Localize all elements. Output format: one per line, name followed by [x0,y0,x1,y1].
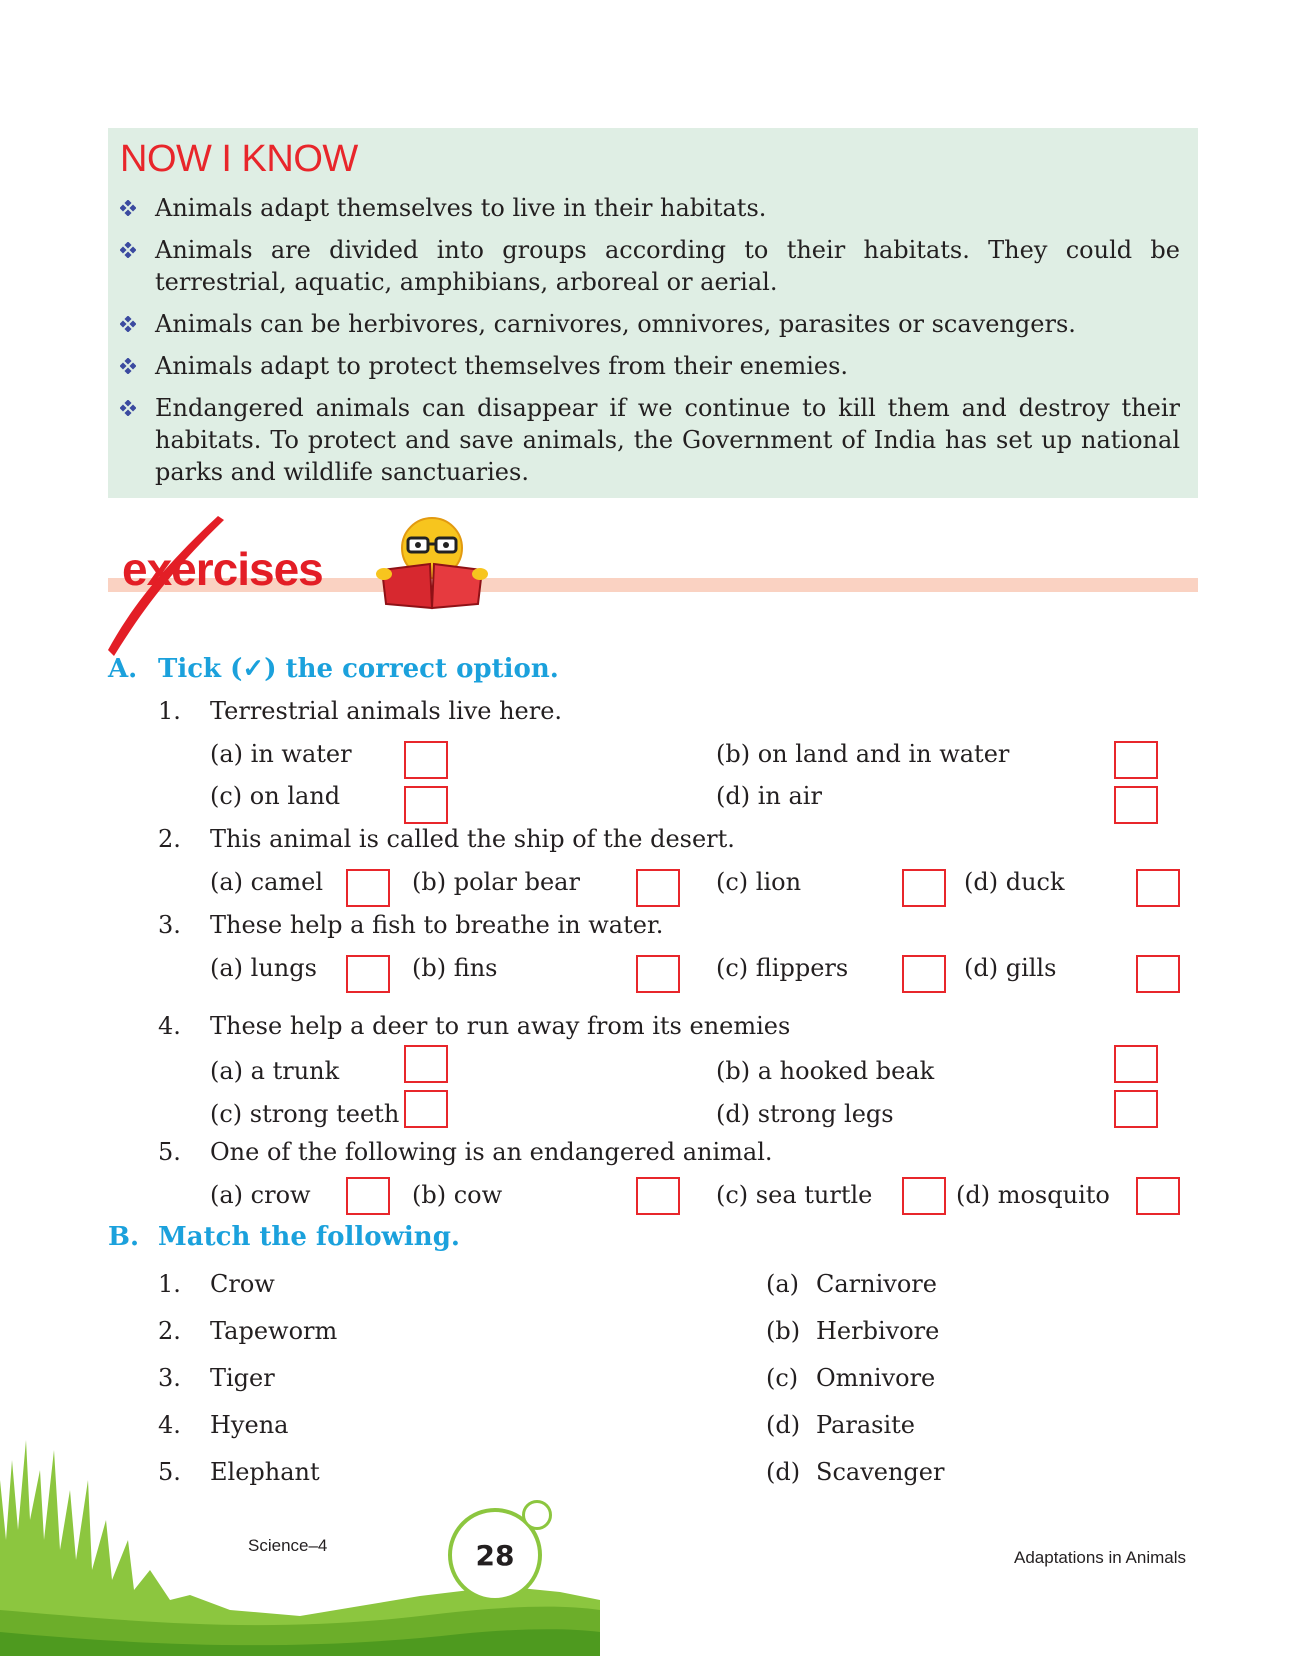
question-text: One of the following is an endangered animal. [210,1138,773,1166]
diamond-bullet-icon [120,400,136,416]
question-number: 4. [158,1012,181,1040]
option-label: (a) in water [210,740,352,768]
section-b-letter: B. [108,1222,140,1252]
option-label: (b) polar bear [412,868,580,896]
match-right-item: Omnivore [816,1364,936,1392]
question-text: Terrestrial animals live here. [210,697,563,725]
tick-box[interactable] [1114,741,1158,779]
option-label: (a) lungs [210,954,317,982]
match-right-label: (c) [766,1364,799,1392]
option-label: (d) in air [716,782,822,810]
option-label: (c) on land [210,782,341,810]
match-right-item: Parasite [816,1411,915,1439]
exercises-heading: exercises [122,543,323,595]
question-number: 1. [158,697,181,725]
tick-box[interactable] [346,869,390,907]
diamond-bullet-icon [120,316,136,332]
diamond-bullet-icon [120,200,136,216]
tick-box[interactable] [636,1177,680,1215]
match-right-label: (b) [766,1317,801,1345]
option-label: (c) strong teeth [210,1100,400,1128]
page-number: 28 [448,1508,542,1602]
tick-box[interactable] [346,955,390,993]
section-a-title: Tick (✓) the correct option. [158,654,559,684]
know-item: Animals adapt themselves to live in their habitats. [120,192,1180,224]
option-label: (b) cow [412,1181,503,1209]
match-right-label: (d) [766,1411,801,1439]
tick-box[interactable] [1136,955,1180,993]
option-label: (c) lion [716,868,802,896]
section-a-letter: A. [108,654,138,684]
match-left-number: 1. [158,1270,181,1298]
tick-box[interactable] [346,1177,390,1215]
option-label: (a) camel [210,868,324,896]
tick-box[interactable] [902,869,946,907]
diamond-bullet-icon [120,358,136,374]
option-label: (a) a trunk [210,1057,340,1085]
match-right-item: Scavenger [816,1458,945,1486]
match-left-number: 4. [158,1411,181,1439]
option-label: (d) gills [964,954,1057,982]
book-title: Science–4 [248,1536,328,1555]
section-b-title: Match the following. [158,1222,460,1252]
know-item: Endangered animals can disappear if we continue to kill them and destroy their habitats. To protect and save animals, the Government of India has set up national parks and wildlife sanctuaries. [120,392,1180,488]
tick-box[interactable] [902,1177,946,1215]
know-item: Animals are divided into groups according to their habitats. They could be terrestrial, aquatic, amphibians, arboreal or aerial. [120,234,1180,298]
question-text: These help a fish to breathe in water. [210,911,664,939]
option-label: (b) on land and in water [716,740,1010,768]
tick-box[interactable] [636,869,680,907]
tick-box[interactable] [404,786,448,824]
know-item: Animals can be herbivores, carnivores, omnivores, parasites or scavengers. [120,308,1180,340]
chapter-title: Adaptations in Animals [1014,1548,1186,1567]
match-right-label: (d) [766,1458,801,1486]
question-number: 5. [158,1138,181,1166]
tick-box[interactable] [404,1090,448,1128]
tick-box[interactable] [902,955,946,993]
match-right-item: Herbivore [816,1317,940,1345]
question-number: 3. [158,911,181,939]
match-left-item: Tiger [210,1364,275,1392]
question-text: This animal is called the ship of the desert. [210,825,735,853]
tick-box[interactable] [404,1045,448,1083]
know-item: Animals adapt to protect themselves from their enemies. [120,350,1180,382]
now-i-know-title: NOW I KNOW [120,138,358,180]
question-text: These help a deer to run away from its enemies [210,1012,791,1040]
tick-box[interactable] [1114,786,1158,824]
tick-box[interactable] [1114,1090,1158,1128]
match-right-label: (a) [766,1270,800,1298]
decorative-circle [522,1500,552,1530]
option-label: (d) strong legs [716,1100,894,1128]
option-label: (d) mosquito [956,1181,1110,1209]
option-label: (d) duck [964,868,1065,896]
match-left-number: 3. [158,1364,181,1392]
reading-smiley-icon [372,512,492,612]
tick-box[interactable] [1136,869,1180,907]
match-left-number: 2. [158,1317,181,1345]
tick-box[interactable] [1114,1045,1158,1083]
diamond-bullet-icon [120,242,136,258]
tick-box[interactable] [1136,1177,1180,1215]
match-right-item: Carnivore [816,1270,937,1298]
option-label: (a) crow [210,1181,311,1209]
question-number: 2. [158,825,181,853]
option-label: (c) sea turtle [716,1181,873,1209]
match-left-item: Crow [210,1270,275,1298]
tick-box[interactable] [404,741,448,779]
match-left-item: Elephant [210,1458,320,1486]
match-left-item: Hyena [210,1411,289,1439]
option-label: (b) fins [412,954,498,982]
match-left-item: Tapeworm [210,1317,338,1345]
option-label: (c) flippers [716,954,849,982]
option-label: (b) a hooked beak [716,1057,935,1085]
tick-box[interactable] [636,955,680,993]
match-left-number: 5. [158,1458,181,1486]
